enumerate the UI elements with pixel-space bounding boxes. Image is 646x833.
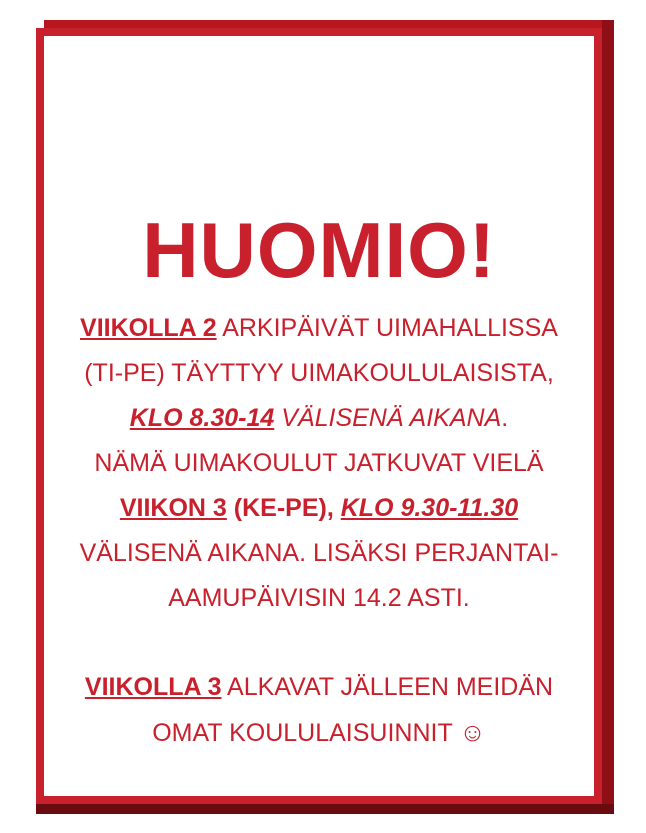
para1-line3: KLO 8.30-14 VÄLISENÄ AIKANA. bbox=[129, 404, 509, 432]
para1-line7: AAMUPÄIVISIN 14.2 ASTI. bbox=[168, 584, 470, 612]
frame-right-edge bbox=[602, 20, 614, 810]
frame-bottom-edge bbox=[36, 804, 614, 814]
para1-line1: VIIKOLLA 2 ARKIPÄIVÄT UIMAHALLISSA bbox=[80, 314, 558, 342]
week3-label-2: VIIKOLLA 3 bbox=[84, 673, 222, 701]
notice-content bbox=[44, 200, 594, 756]
para2-line1: VIIKOLLA 3 ALKAVAT JÄLLEEN MEIDÄN bbox=[84, 673, 554, 701]
smiley-icon: ☺ bbox=[459, 717, 486, 747]
para1-line2: (TI-PE) TÄYTTYY UIMAKOULULAISISTA, bbox=[84, 359, 554, 387]
para2-line2: OMAT KOULULAISUINNIT ☺ bbox=[152, 717, 486, 747]
paragraph-gap bbox=[44, 621, 594, 665]
time-range-1: KLO 8.30-14 bbox=[129, 404, 275, 432]
week3-label: VIIKON 3 bbox=[119, 494, 227, 522]
para1-line6: VÄLISENÄ AIKANA. LISÄKSI PERJANTAI- bbox=[79, 539, 559, 567]
week2-label: VIIKOLLA 2 bbox=[80, 314, 217, 342]
notice-title: HUOMIO! bbox=[142, 206, 496, 294]
time-range-2: KLO 9.30-11.30 bbox=[340, 494, 519, 522]
frame-top-edge bbox=[44, 20, 614, 28]
para1-line5: VIIKON 3 (KE-PE), KLO 9.30-11.30 bbox=[119, 494, 519, 522]
para1-line4: NÄMÄ UIMAKOULUT JATKUVAT VIELÄ bbox=[94, 449, 544, 477]
